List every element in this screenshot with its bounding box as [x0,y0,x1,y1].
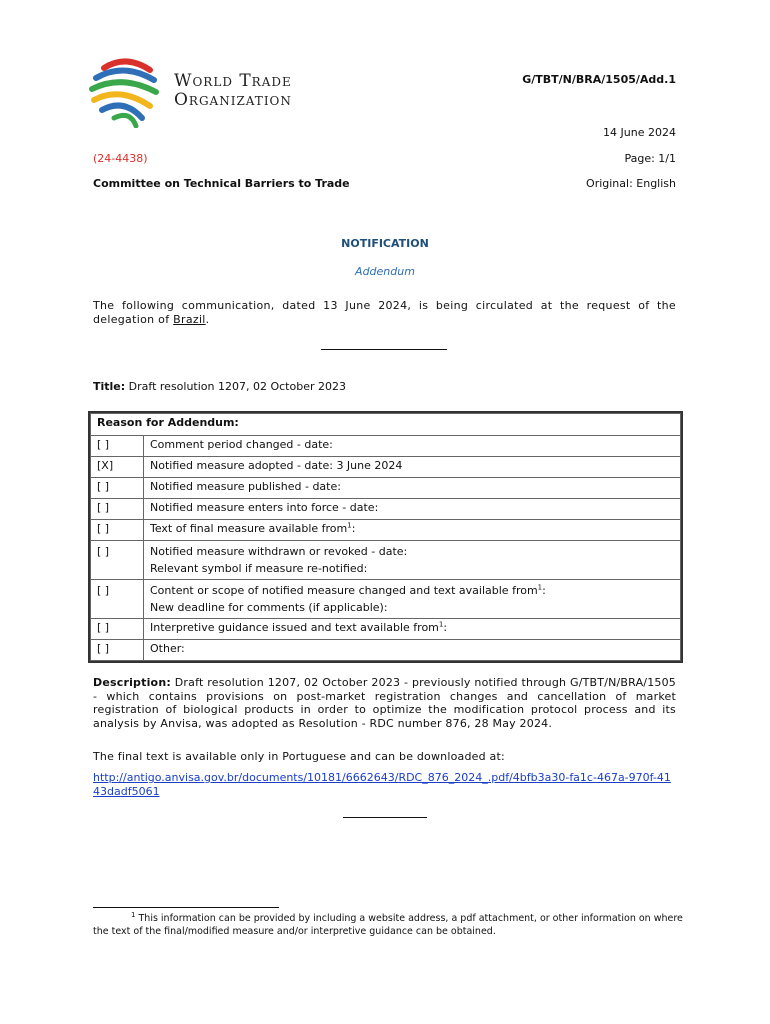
checkbox-enters-into-force: [ ] [91,499,144,520]
wto-wordmark [174,72,292,110]
intro-text: The following communication, dated 13 June 2024, is being circulated at the request of the delegation of [93,299,676,326]
reason-measure-published: Notified measure published - date: [144,478,681,499]
intro-end: . [205,313,210,326]
reason-content-changed [144,580,681,619]
reason-subtext: New deadline for comments (if applicable): [150,601,388,614]
reason-other: Other: [144,640,681,661]
reason-enters-into-force: Notified measure enters into force - date: [144,499,681,520]
description-label: Description: [93,676,171,689]
title-line [93,380,346,393]
checkbox-comment-period: [ ] [91,436,144,457]
reason-text: Interpretive guidance issued and text available from [150,621,439,634]
document-symbol: G/TBT/N/BRA/1505/Add.1 [522,73,676,86]
wto-emblem-icon [84,56,168,128]
notification-heading: NOTIFICATION [341,237,429,250]
reason-text-end: : [351,522,356,535]
title-text: Draft resolution 1207, 02 October 2023 [125,380,346,393]
separator-line [321,349,447,350]
footnote-text: This information can be provided by including a website address, a pdf attachment, or other information on where the text of the final/modified measure and/or interpretive guidance can be obtained. [93,913,683,937]
footnote-ref: 1 [537,583,543,592]
final-text-note: The final text is available only in Portuguese and can be downloaded at: [93,750,505,763]
reason-measure-adopted: Notified measure adopted - date: 3 June 2024 [144,457,681,478]
checkbox-withdrawn: [ ] [91,541,144,580]
table-row [91,499,681,520]
reasons-table [90,413,681,661]
checkbox-final-text: [ ] [91,520,144,541]
reason-final-text [144,520,681,541]
table-row [91,478,681,499]
table-row [91,520,681,541]
intro-paragraph [93,299,676,327]
title-label: Title: [93,380,126,393]
footnote-ref: 1 [347,521,352,530]
committee-name: Committee on Technical Barriers to Trade [93,177,350,190]
reason-text-end: : [443,621,448,634]
reason-text: Notified measure withdrawn or revoked - date: [150,545,408,558]
checkbox-other: [ ] [91,640,144,661]
footnote [93,912,683,938]
download-link[interactable]: http://antigo.anvisa.gov.br/documents/10181/6662643/RDC_876_2024_.pdf/4bfb3a30-fa1c-467a-970f-4143dadf5061 [93,771,671,798]
footnote-ref: 1 [438,620,444,629]
intro-country: Brazil [173,313,206,326]
reason-comment-period: Comment period changed - date: [144,436,681,457]
reason-text-end: : [542,584,546,597]
org-name-line2: Organization [174,90,292,110]
reason-interpretive-guidance [144,619,681,640]
document-date: 14 June 2024 [603,126,676,139]
table-row [91,640,681,661]
wto-logo [84,56,344,128]
checkbox-measure-adopted: [X] [91,457,144,478]
reason-withdrawn [144,541,681,580]
table-row [91,457,681,478]
reason-text: Content or scope of notified measure changed and text available from [150,584,538,597]
footnote-marker: 1 [131,910,136,919]
checkbox-measure-published: [ ] [91,478,144,499]
checkbox-content-changed: [ ] [91,580,144,619]
table-row [91,619,681,640]
reference-number: (24-4438) [93,152,148,165]
footnote-rule [93,907,279,908]
separator-line [343,817,427,818]
original-language: Original: English [586,177,676,190]
description-text: Draft resolution 1207, 02 October 2023 - previously notified through G/TBT/N/BRA/1505 - which contains provisions on post-market registration changes and cancellation of market registration of biological products in order to optimize the modification protocol process and its analysis by Anvisa, was adopted as Resolution - RDC number 876, 28 May 2024. [93,676,676,730]
reason-subtext: Relevant symbol if measure re-notified: [150,562,368,575]
org-name-line1: World Trade [174,71,292,91]
checkbox-interpretive-guidance: [ ] [91,619,144,640]
reasons-header: Reason for Addendum: [91,414,681,436]
page-number: Page: 1/1 [624,152,676,165]
table-row [91,541,681,580]
description-paragraph [93,676,676,730]
addendum-subheading: Addendum [355,265,415,278]
table-row [91,580,681,619]
table-row [91,436,681,457]
reason-text: Text of final measure available from [150,522,348,535]
